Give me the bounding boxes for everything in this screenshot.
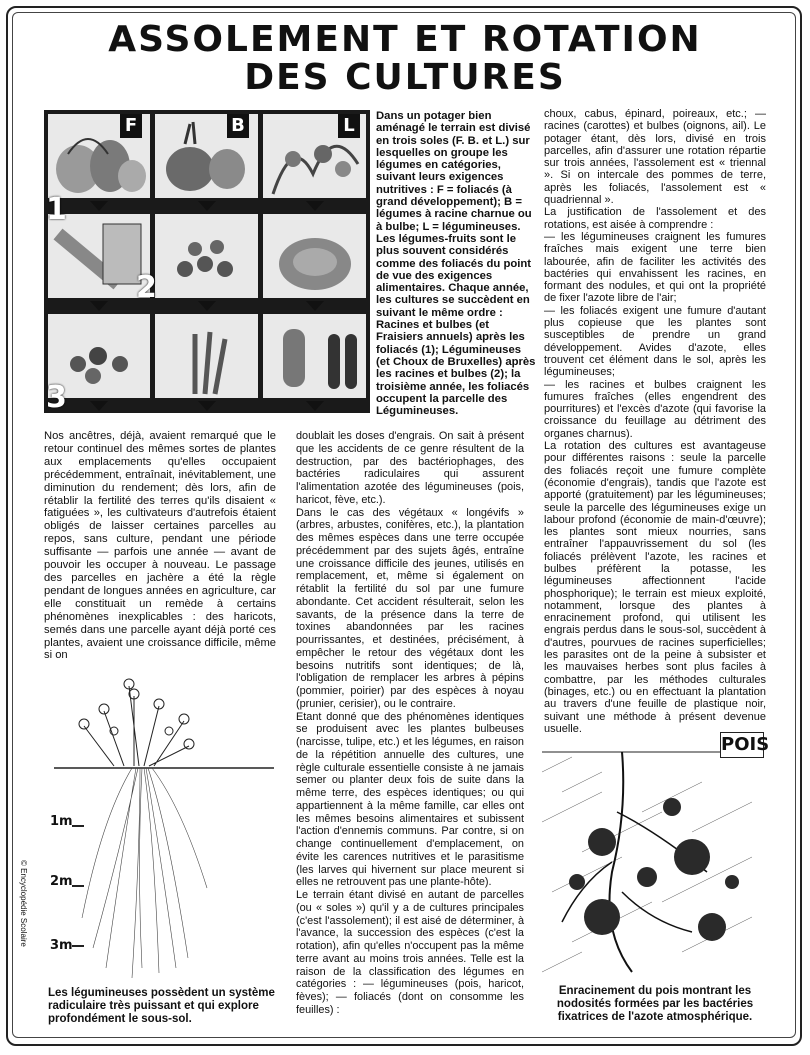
column-1-text: Nos ancêtres, déjà, avaient remarqué que le retour continuel des mêmes sortes de plantes aux emplacements qu'elles occupaient précédemment, entraînait, inévitablement, une diminution du rendement; dès lors, afin de rétablir la fertilité des terres qu'ils disaient « fatiguées », les cultivateurs d'autrefois étaient obligés de laisser certaines parcelles au repos, sans culture, pendant une période suffisante — parfois une année — avant de pouvoir les occuper à nouveau. Le passage des parcelles en jachère a été la règle pendant de longues années en agriculture, car elle constituait un remède à certains phénomènes inexplicables : des haricots, semés dans une parcelle ayant déjà porté ces plantes, avaient une croissance difficile, même si on: [44, 430, 276, 662]
letter-f: F: [120, 114, 142, 138]
step-number-2: 2: [136, 270, 157, 305]
arrow-down-icon: [306, 301, 324, 311]
arrow-down-icon: [90, 201, 108, 211]
copyright-text: © Encyclopédie Scolaire: [19, 860, 28, 947]
root-system-figure: [44, 676, 280, 981]
arrow-down-icon: [198, 301, 216, 311]
page-title: [0, 19, 810, 98]
depth-label-1m: 1m: [50, 814, 73, 829]
cell-bulbes-3: [155, 314, 258, 398]
column-3-text: choux, cabus, épinard, poireaux, etc.; — racines (carottes) et bulbes (oignons, ail). Le potager étant, dès lors, divisé en trois parcelles, afin d'assurer une rotation répartie sur trois années, l'assolement est « triennal ». Si on intercale des pommes de terre, après les foliacés, l'assolement est « quadriennal ». La justification de l'assolement et des rotations, est aisée à comprendre : — les légumineuses craignent les fumures fraîches mais exigent une terre bien labourée, afin de faciliter les activités des bactéries qui envahissent les racines, en formant des nodules, et qui ont la propriété de fixer l'azote libre de l'air; — les foliacés exigent une fumure d'autant plus copieuse que les plantes sont susceptibles de prendre un grand développement. Avides d'azote, elles trouvent cet élément dans le sol, après les légumineuses; — les racines et bulbes craignent les fumures fraîches (elles engendrent des pourritures) et l'excès d'azote (qui favorise la croissance du feuillage au détriment des organes charnus). La rotation des cultures est avantageuse pour différentes raisons : seule la parcelle des foliacés reçoit une fumure complète (économie d'engrais), tandis que l'azote est apporté (gratuitement) par les légumineuses; seule la parcelle des légumineuses exige un labour profond (économie de main-d'œuvre); les plantes sont mieux nourries, sans entraîner l'appauvrissement du sol (les foliacés prélèvent l'azote, les racines et bulbes préfèrent la potasse, les légumineuses affectionnent l'acide phosphorique); le terrain est mieux exploité, notamment, lorsque des plantes à enracinement profond, qui utilisent les engrais perdus dans le sous-sol, succèdent à d'autres, pourvues de racines superficielles; les parasites ont de la peine à subsister et les mauvaises herbes sont plus faciles à combattre, par les méthodes culturales (binages, etc.) ou en effectuant la plantation au travers d'une feuille de plastique noir, suivant une méthode à présent devenue usuelle.: [544, 108, 766, 735]
letter-b: B: [227, 114, 249, 138]
letter-l: L: [338, 114, 360, 138]
title-line-1: ASSOLEMENT ET ROTATION: [108, 19, 702, 60]
title-line-2: DES CULTURES: [244, 57, 566, 98]
arrow-down-icon: [90, 401, 108, 411]
arrow-down-icon: [306, 201, 324, 211]
pois-figure: [542, 732, 770, 978]
cell-legumineuses-3: [263, 314, 366, 398]
step-number-3: 3: [46, 380, 67, 415]
intro-caption: Dans un potager bien aménagé le terrain est divisé en trois soles (F. B. et L.) sur lesquelles on groupe les légumes en catégories, suivant leurs exigences nutritives : F = foliacés (à grand développement); B = légumes à racine charnue ou à bulbe; L = légumineuses. Les légumes-fruits sont le plus souvent considérés comme des foliacés du point de vue des exigences alimentaires. Chaque année, les cultures se succèdent en suivant le même ordre : Racines et bulbes (et Fraisiers annuels) après les foliacés (1); Légumineuses (et Choux de Bruxelles) après les racines et bulbes (2); la troisième année, les foliacés occupent la parcelle des Légumineuses.: [376, 110, 536, 418]
column-2-text: doublait les doses d'engrais. On sait à présent que les accidents de ce genre résultent de la destruction, par des bactériophages, des bactéries radiculaires qui assurent l'alimentation azotée des légumineuses (pois, haricot, fève, etc.). Dans le cas des végétaux « longévifs » (arbres, arbustes, conifères, etc.), la plantation des mêmes espèces dans une terre occupée précédemment par des sujets âgés, entraîne une croissance difficile des jeunes, utilisés en remplacement, et, même si également on rétablit la fertilité du sol par une fumure abondante. Cet accident résulterait, selon les savants, de la présence dans la terre de toxines abandonnées par les racines pourrissantes, et destinées, précisément, à empêcher le retour des végétaux dont les besoins nutritifs sont identiques; de là, l'obligation de remplacer les arbres à pépins (pommier, poirier) par des espèces à noyau (prunier, cerisier), ou le contraire. Etant donné que des phénomènes identiques se produisent avec les plantes bulbeuses (narcisse, tulipe, etc.) et les légumes, en raison de la répétition annuelle des cultures, une règle culturale essentielle consiste à ne jamais semer ou planter deux fois de suite dans la même terre, des espèces identiques; ou qui appartiennent à la même famille, car elles ont les mêmes besoins alimentaires et subissent l'action d'ennemis communs. Par contre, si on change continuellement d'emplacement, on évite les carences nutritives et le parasitisme (les larves qui hivernent sur place meurent si elles ne retrouvent pas une plante-hôte). Le terrain étant divisé en autant de parcelles (ou « soles ») qu'il y a de cultures principales (c'est l'assolement); il est aisé de déterminer, à l'avance, la succession des espèces (c'est la rotation), afin qu'elles n'occupent pas la même terre avant au moins trois années. Telle est la raison de la classification des légumes en catégories : — légumineuses (pois, haricot, fèves); — foliacés (dont on consomme les feuilles) :: [296, 430, 524, 1016]
arrow-down-icon: [306, 401, 324, 411]
crop-rotation-illustration: [44, 110, 370, 413]
cell-legumineuses-2: [263, 214, 366, 298]
arrow-down-icon: [198, 201, 216, 211]
arrow-down-icon: [198, 401, 216, 411]
root-figure-caption: Les légumineuses possèdent un système radiculaire très puissant et qui explore profondément le sous-sol.: [48, 987, 275, 1025]
depth-label-2m: 2m: [50, 874, 73, 889]
cell-bulbes-2: [155, 214, 258, 298]
depth-label-3m: 3m: [50, 938, 73, 953]
pois-label: POIS: [720, 732, 764, 758]
arrow-down-icon: [90, 301, 108, 311]
step-number-1: 1: [46, 192, 67, 227]
pois-figure-caption: Enracinement du pois montrant les nodosités formées par les bactéries fixatrices de l'azote atmosphérique.: [556, 985, 754, 1023]
